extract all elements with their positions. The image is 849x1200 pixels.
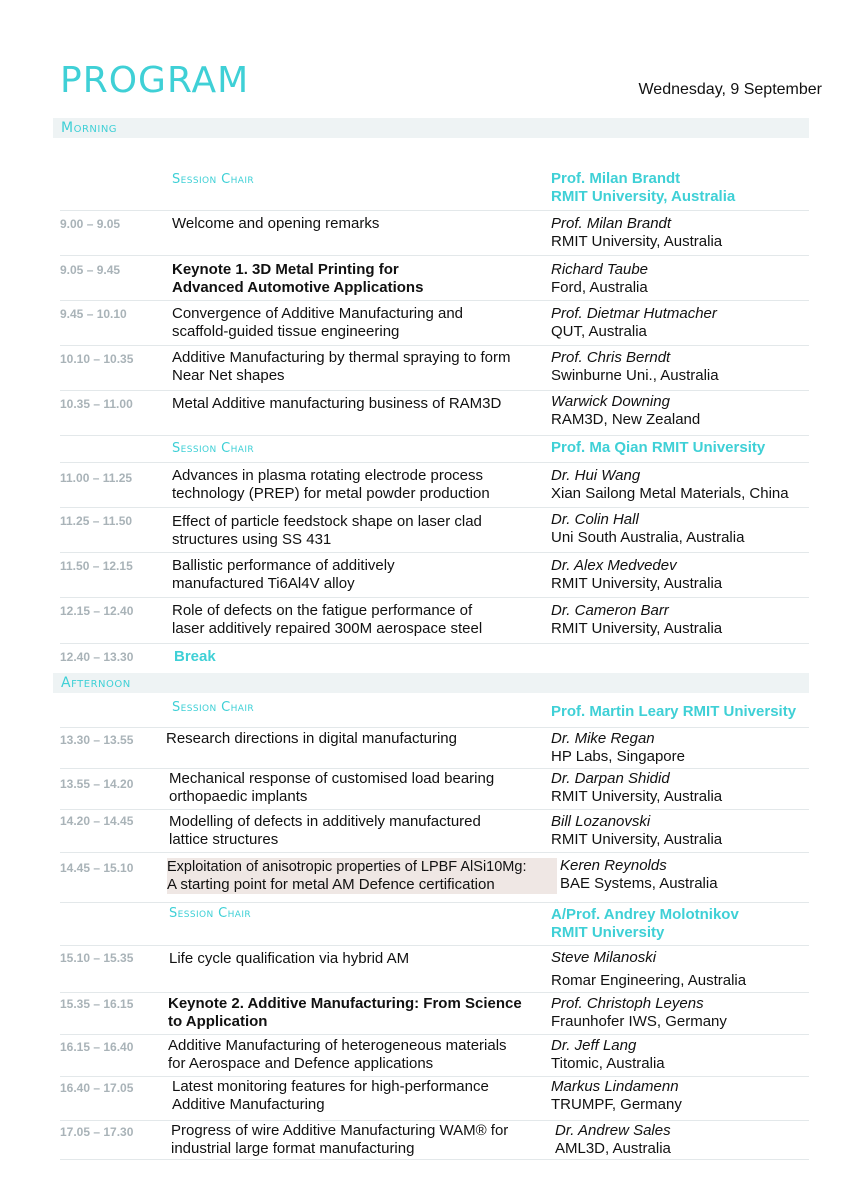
session-chair-label: Session Chair — [169, 906, 252, 921]
title-line-2: Near Net shapes — [172, 367, 285, 384]
row-title — [168, 995, 558, 1031]
program-row — [60, 462, 809, 508]
row-time: 9.00 – 9.05 — [60, 217, 121, 231]
row-time: 14.20 – 14.45 — [60, 814, 134, 828]
row-time: 9.05 – 9.45 — [60, 263, 121, 277]
row-speaker — [560, 857, 718, 893]
speaker-name: Dr. Darpan Shidid — [551, 770, 670, 787]
title-line-1: Additive Manufacturing of heterogeneous materials — [168, 1037, 507, 1054]
speaker-org: Xian Sailong Metal Materials, China — [551, 485, 789, 502]
row-time: 15.35 – 16.15 — [60, 997, 134, 1011]
title-line-1: Progress of wire Additive Manufacturing WAM® for — [171, 1122, 509, 1139]
row-speaker — [551, 1037, 665, 1073]
afternoon-section-bar — [53, 673, 809, 693]
speaker-name: Dr. Cameron Barr — [551, 602, 669, 619]
row-title — [172, 395, 562, 413]
session-chair-label: Session Chair — [172, 172, 255, 187]
title-line-1: Convergence of Additive Manufacturing and — [172, 305, 464, 322]
row-time: 16.40 – 17.05 — [60, 1081, 134, 1095]
row-title — [172, 513, 562, 549]
row-time: 11.25 – 11.50 — [60, 514, 133, 528]
speaker-name: Prof. Dietmar Hutmacher — [551, 305, 717, 322]
row-speaker — [555, 1122, 671, 1158]
title-line-2: laser additively repaired 300M aerospace steel — [172, 620, 483, 637]
row-time: 15.10 – 15.35 — [60, 951, 134, 965]
row-speaker — [551, 261, 648, 297]
row-time: 11.50 – 12.15 — [60, 559, 133, 573]
title-line-2: orthopaedic implants — [169, 788, 308, 805]
program-row — [60, 507, 809, 553]
chair-affiliation-line: RMIT University — [551, 924, 665, 941]
row-title — [169, 950, 559, 968]
break-row — [60, 643, 809, 670]
title-line-2: scaffold-guided tissue engineering — [172, 323, 400, 340]
title-line-1: Additive Manufacturing by thermal spraying to form — [172, 349, 511, 366]
row-speaker — [551, 1078, 682, 1114]
row-title — [172, 602, 562, 638]
title-line-1: Keynote 2. Additive Manufacturing: From Science — [168, 995, 522, 1012]
row-title — [167, 858, 557, 894]
speaker-org: AML3D, Australia — [555, 1140, 671, 1157]
title-line-1: Effect of particle feedstock shape on laser clad — [172, 513, 482, 530]
speaker-name: Dr. Jeff Lang — [551, 1037, 637, 1054]
program-row — [60, 255, 809, 301]
title-line-1: Ballistic performance of additively — [172, 557, 395, 574]
row-speaker — [551, 215, 722, 251]
speaker-org: QUT, Australia — [551, 323, 647, 340]
title-line-2: lattice structures — [169, 831, 279, 848]
row-title — [172, 557, 562, 593]
session-chair-name: Prof. Ma Qian RMIT University — [551, 439, 766, 456]
title-line-2: technology (PREP) for metal powder production — [172, 485, 490, 502]
program-row — [60, 992, 809, 1035]
speaker-name: Dr. Hui Wang — [551, 467, 641, 484]
title-line-1: Mechanical response of customised load bearing — [169, 770, 495, 787]
row-speaker — [551, 813, 722, 849]
title-line-1: Keynote 1. 3D Metal Printing for — [172, 261, 399, 278]
speaker-org: HP Labs, Singapore — [551, 748, 685, 765]
row-time: 12.15 – 12.40 — [60, 604, 134, 618]
program-row — [60, 727, 809, 769]
speaker-name: Dr. Mike Regan — [551, 730, 655, 747]
row-title — [172, 261, 562, 297]
program-row — [60, 945, 809, 993]
row-speaker — [551, 349, 719, 385]
title-line-1: Role of defects on the fatigue performance of — [172, 602, 473, 619]
chair-affiliation-line: RMIT University, Australia — [551, 188, 736, 205]
speaker-org: Titomic, Australia — [551, 1055, 665, 1072]
row-speaker — [551, 305, 717, 341]
row-speaker — [551, 511, 744, 547]
row-title — [169, 813, 559, 849]
speaker-name: Prof. Christoph Leyens — [551, 995, 704, 1012]
program-row — [60, 1034, 809, 1077]
session-chair-name — [551, 170, 735, 206]
speaker-name: Prof. Milan Brandt — [551, 215, 672, 232]
row-speaker — [551, 995, 727, 1031]
title-line-2: for Aerospace and Defence applications — [168, 1055, 434, 1072]
row-title — [171, 1122, 561, 1158]
speaker-org: RMIT University, Australia — [551, 831, 723, 848]
speaker-org: RMIT University, Australia — [551, 620, 723, 637]
title-line-1: Exploitation of anisotropic properties of LPBF AlSi10Mg: — [167, 859, 527, 875]
title-line-2: manufactured Ti6Al4V alloy — [172, 575, 355, 592]
afternoon-label: Afternoon — [61, 675, 131, 691]
speaker-name: Dr. Andrew Sales — [555, 1122, 671, 1139]
row-time: 10.10 – 10.35 — [60, 352, 134, 366]
row-time: 11.00 – 11.25 — [60, 471, 133, 485]
title-line-1: Life cycle qualification via hybrid AM — [169, 950, 410, 967]
program-row — [60, 210, 809, 256]
speaker-name: Markus Lindamenn — [551, 1078, 679, 1095]
speaker-org: Romar Engineering, Australia — [551, 972, 747, 989]
row-time: 9.45 – 10.10 — [60, 307, 127, 321]
title-line-1: Metal Additive manufacturing business of RAM3D — [172, 395, 502, 412]
title-line-1: Advances in plasma rotating electrode process — [172, 467, 484, 484]
row-speaker — [551, 946, 746, 992]
session-chair-row — [60, 695, 809, 728]
row-time: 16.15 – 16.40 — [60, 1040, 134, 1054]
speaker-name: Dr. Alex Medvedev — [551, 557, 677, 574]
chair-name-line: A/Prof. Andrey Molotnikov — [551, 906, 739, 923]
session-chair-label: Session Chair — [172, 700, 255, 715]
page-title: PROGRAM — [60, 60, 250, 101]
row-title — [172, 215, 562, 233]
program-date: Wednesday, 9 September — [638, 81, 822, 98]
program-row — [60, 852, 809, 903]
speaker-org: Ford, Australia — [551, 279, 648, 296]
speaker-org: Fraunhofer IWS, Germany — [551, 1013, 727, 1030]
program-row — [60, 1120, 809, 1160]
break-label: Break — [174, 648, 216, 665]
title-line-2: industrial large format manufacturing — [171, 1140, 415, 1157]
title-line-2: A starting point for metal AM Defence certification — [167, 876, 495, 893]
title-line-2: Advanced Automotive Applications — [172, 279, 424, 296]
speaker-org: Swinburne Uni., Australia — [551, 367, 719, 384]
row-title — [166, 730, 556, 748]
program-row — [60, 768, 809, 810]
session-chair-name: Prof. Martin Leary RMIT University — [551, 703, 797, 720]
program-row — [60, 345, 809, 391]
row-title — [169, 770, 559, 806]
program-row — [60, 597, 809, 644]
session-chair-row — [60, 435, 809, 463]
row-speaker — [551, 602, 722, 638]
title-line-2: Additive Manufacturing — [172, 1096, 325, 1113]
speaker-name: Warwick Downing — [551, 393, 670, 410]
speaker-org: TRUMPF, Germany — [551, 1096, 682, 1113]
row-time: 17.05 – 17.30 — [60, 1125, 134, 1139]
speaker-name: Keren Reynolds — [560, 857, 667, 874]
row-title — [172, 305, 562, 341]
speaker-org: RMIT University, Australia — [551, 788, 723, 805]
row-title — [172, 349, 562, 385]
program-row — [60, 300, 809, 346]
row-time: 14.45 – 15.10 — [60, 861, 134, 875]
speaker-name: Steve Milanoski — [551, 949, 657, 966]
program-row — [60, 809, 809, 853]
morning-section-bar — [53, 118, 809, 138]
speaker-org: RMIT University, Australia — [551, 575, 723, 592]
row-title — [172, 467, 562, 503]
row-title — [168, 1037, 558, 1073]
row-time: 13.30 – 13.55 — [60, 733, 134, 747]
title-line-1: Welcome and opening remarks — [172, 215, 380, 232]
speaker-name: Prof. Chris Berndt — [551, 349, 671, 366]
session-chair-name — [551, 906, 739, 942]
row-time: 10.35 – 11.00 — [60, 397, 133, 411]
chair-name-line: Prof. Milan Brandt — [551, 170, 681, 187]
row-time: 12.40 – 13.30 — [60, 650, 134, 664]
program-row — [60, 390, 809, 436]
title-line-2: to Application — [168, 1013, 268, 1030]
speaker-name: Bill Lozanovski — [551, 813, 651, 830]
session-chair-row — [60, 166, 809, 211]
program-row — [60, 1076, 809, 1121]
row-time: 13.55 – 14.20 — [60, 777, 134, 791]
title-line-1: Research directions in digital manufacturing — [166, 730, 457, 747]
speaker-org: Uni South Australia, Australia — [551, 529, 745, 546]
row-speaker — [551, 770, 722, 806]
morning-label: Morning — [61, 120, 118, 136]
session-chair-label: Session Chair — [172, 441, 255, 456]
row-title — [172, 1078, 562, 1114]
title-line-2: structures using SS 431 — [172, 531, 332, 548]
session-chair-row — [60, 902, 809, 946]
speaker-name: Richard Taube — [551, 261, 649, 278]
title-line-1: Latest monitoring features for high-performance — [172, 1078, 489, 1095]
row-speaker — [551, 557, 722, 593]
speaker-org: BAE Systems, Australia — [560, 875, 718, 892]
title-line-1: Modelling of defects in additively manufactured — [169, 813, 481, 830]
speaker-name: Dr. Colin Hall — [551, 511, 639, 528]
speaker-org: RAM3D, New Zealand — [551, 411, 701, 428]
row-speaker — [551, 393, 700, 429]
speaker-org: RMIT University, Australia — [551, 233, 723, 250]
row-speaker — [551, 467, 789, 503]
row-speaker — [551, 730, 685, 766]
program-row — [60, 552, 809, 598]
